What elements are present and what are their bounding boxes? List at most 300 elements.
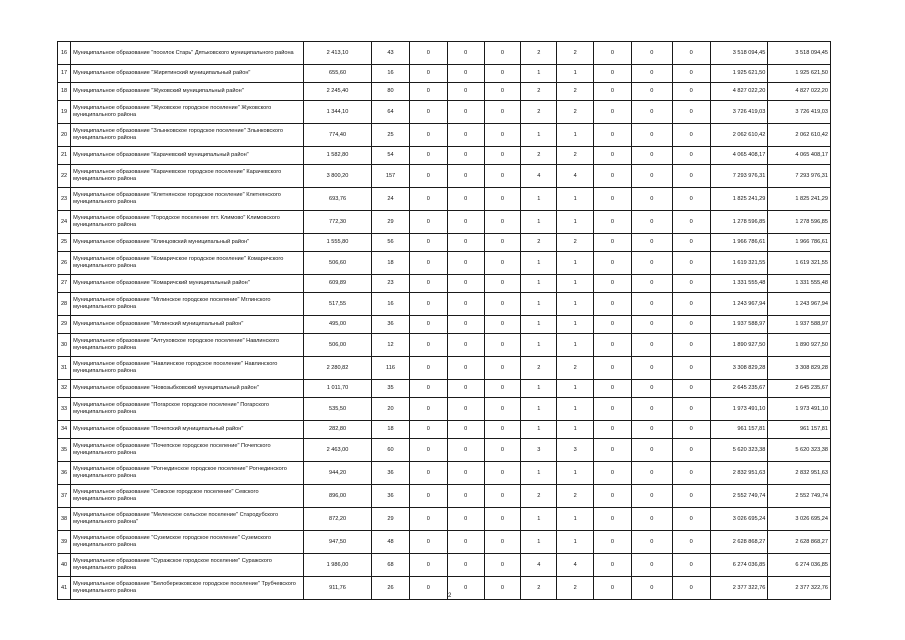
- col-value: 1: [557, 188, 593, 211]
- municipality-name: Муниципальное образование "Навлинское городское поселение" Навлинского муниципального района: [71, 357, 304, 380]
- area-value: 517,55: [304, 293, 372, 316]
- row-number: 36: [58, 462, 71, 485]
- col-value: 0: [672, 577, 710, 600]
- col-value: 0: [410, 531, 447, 554]
- col-value: 0: [484, 293, 520, 316]
- col-value: 0: [484, 485, 520, 508]
- col-value: 0: [672, 147, 710, 165]
- col-value: 0: [672, 188, 710, 211]
- col-value: 0: [593, 252, 631, 275]
- col-value: 1: [521, 316, 557, 334]
- amount-total-value: 1 619 321,55: [768, 252, 831, 275]
- amount-total-value: 3 026 695,24: [768, 508, 831, 531]
- col-value: 0: [593, 188, 631, 211]
- col-value: 0: [410, 275, 447, 293]
- table-row: [58, 485, 831, 508]
- col-value: 1: [557, 508, 593, 531]
- col-value: 0: [447, 334, 484, 357]
- municipality-name: Муниципальное образование "Севское городское поселение" Севского муниципального района: [71, 485, 304, 508]
- area-value: 872,20: [304, 508, 372, 531]
- col-value: 0: [447, 252, 484, 275]
- col-value: 0: [447, 42, 484, 65]
- area-value: 2 413,10: [304, 42, 372, 65]
- amount-total-value: 1 966 786,61: [768, 234, 831, 252]
- amount-value: 4 827 022,20: [710, 83, 768, 101]
- row-number: 22: [58, 165, 71, 188]
- area-value: 1 582,80: [304, 147, 372, 165]
- col-value: 0: [632, 531, 672, 554]
- row-number: 23: [58, 188, 71, 211]
- col-value: 0: [484, 275, 520, 293]
- area-value: 655,60: [304, 65, 372, 83]
- municipality-name: Муниципальное образование "Суземское городское поселение" Суземского муниципального района: [71, 531, 304, 554]
- count-value: 116: [371, 357, 409, 380]
- count-value: 54: [371, 147, 409, 165]
- municipality-name: Муниципальное образование "Белоберезковское городское поселение" Трубчевского муниципального района: [71, 577, 304, 600]
- col-value: 0: [632, 42, 672, 65]
- amount-value: 1 331 555,48: [710, 275, 768, 293]
- col-value: 0: [410, 101, 447, 124]
- col-value: 0: [593, 42, 631, 65]
- table-row: [58, 42, 831, 65]
- col-value: 2: [521, 101, 557, 124]
- col-value: 0: [484, 357, 520, 380]
- col-value: 0: [484, 124, 520, 147]
- area-value: 911,76: [304, 577, 372, 600]
- data-table: [57, 41, 831, 600]
- col-value: 0: [484, 316, 520, 334]
- col-value: 0: [632, 334, 672, 357]
- area-value: 535,50: [304, 398, 372, 421]
- count-value: 12: [371, 334, 409, 357]
- row-number: 33: [58, 398, 71, 421]
- col-value: 0: [447, 577, 484, 600]
- col-value: 0: [447, 485, 484, 508]
- municipality-name: Муниципальное образование "Суражское городское поселение" Суражского муниципального района: [71, 554, 304, 577]
- amount-total-value: 4 827 022,20: [768, 83, 831, 101]
- count-value: 18: [371, 421, 409, 439]
- amount-value: 2 645 235,67: [710, 380, 768, 398]
- col-value: 1: [521, 188, 557, 211]
- col-value: 0: [593, 211, 631, 234]
- col-value: 0: [632, 147, 672, 165]
- count-value: 29: [371, 508, 409, 531]
- amount-value: 2 377 322,76: [710, 577, 768, 600]
- row-number: 40: [58, 554, 71, 577]
- col-value: 2: [521, 147, 557, 165]
- col-value: 2: [557, 234, 593, 252]
- table-row: [58, 554, 831, 577]
- amount-total-value: 5 620 323,38: [768, 439, 831, 462]
- col-value: 0: [672, 124, 710, 147]
- col-value: 2: [557, 147, 593, 165]
- row-number: 41: [58, 577, 71, 600]
- col-value: 0: [672, 211, 710, 234]
- col-value: 0: [447, 65, 484, 83]
- col-value: 0: [593, 380, 631, 398]
- col-value: 0: [447, 421, 484, 439]
- area-value: 1 344,10: [304, 101, 372, 124]
- amount-value: 2 832 951,63: [710, 462, 768, 485]
- col-value: 0: [632, 101, 672, 124]
- col-value: 2: [521, 234, 557, 252]
- municipality-name: Муниципальное образование "Меленское сельское поселение" Стародубского муниципального района": [71, 508, 304, 531]
- municipality-name: Муниципальное образование "поселок Старь" Дятьковского муниципального района: [71, 42, 304, 65]
- table-row: [58, 165, 831, 188]
- col-value: 0: [447, 398, 484, 421]
- col-value: 1: [557, 462, 593, 485]
- amount-value: 4 065 408,17: [710, 147, 768, 165]
- count-value: 60: [371, 439, 409, 462]
- table-row: [58, 357, 831, 380]
- row-number: 16: [58, 42, 71, 65]
- col-value: 4: [521, 554, 557, 577]
- row-number: 32: [58, 380, 71, 398]
- municipality-name: Муниципальное образование "Карачевское городское поселение" Карачевского муниципального района: [71, 165, 304, 188]
- row-number: 24: [58, 211, 71, 234]
- col-value: 0: [484, 577, 520, 600]
- col-value: 0: [447, 165, 484, 188]
- municipality-name: Муниципальное образование "Рогнединское городское поселение" Рогнединского муниципального района: [71, 462, 304, 485]
- count-value: 36: [371, 485, 409, 508]
- col-value: 0: [672, 252, 710, 275]
- col-value: 0: [593, 293, 631, 316]
- table-row: [58, 316, 831, 334]
- col-value: 0: [672, 65, 710, 83]
- col-value: 1: [521, 211, 557, 234]
- col-value: 0: [410, 462, 447, 485]
- col-value: 0: [593, 577, 631, 600]
- amount-value: 1 973 491,10: [710, 398, 768, 421]
- col-value: 0: [593, 334, 631, 357]
- col-value: 0: [484, 101, 520, 124]
- count-value: 23: [371, 275, 409, 293]
- amount-value: 1 937 588,97: [710, 316, 768, 334]
- col-value: 0: [672, 398, 710, 421]
- municipality-name: Муниципальное образование "Комаричское городское поселение" Комаричского муниципального района: [71, 252, 304, 275]
- area-value: 944,20: [304, 462, 372, 485]
- col-value: 0: [410, 316, 447, 334]
- row-number: 37: [58, 485, 71, 508]
- col-value: 0: [672, 165, 710, 188]
- table-row: [58, 101, 831, 124]
- col-value: 0: [672, 380, 710, 398]
- col-value: 0: [593, 485, 631, 508]
- amount-value: 5 620 323,38: [710, 439, 768, 462]
- col-value: 2: [557, 577, 593, 600]
- col-value: 1: [557, 293, 593, 316]
- col-value: 0: [632, 124, 672, 147]
- count-value: 26: [371, 577, 409, 600]
- area-value: 947,50: [304, 531, 372, 554]
- amount-total-value: 2 377 322,76: [768, 577, 831, 600]
- row-number: 27: [58, 275, 71, 293]
- col-value: 1: [557, 275, 593, 293]
- col-value: 0: [593, 554, 631, 577]
- col-value: 0: [410, 577, 447, 600]
- row-number: 21: [58, 147, 71, 165]
- area-value: 609,89: [304, 275, 372, 293]
- col-value: 0: [632, 554, 672, 577]
- col-value: 2: [521, 577, 557, 600]
- amount-total-value: 4 065 408,17: [768, 147, 831, 165]
- col-value: 1: [521, 65, 557, 83]
- col-value: 0: [632, 165, 672, 188]
- col-value: 0: [447, 293, 484, 316]
- count-value: 157: [371, 165, 409, 188]
- area-value: 3 800,20: [304, 165, 372, 188]
- col-value: 0: [410, 252, 447, 275]
- col-value: 1: [521, 275, 557, 293]
- amount-total-value: 2 062 610,42: [768, 124, 831, 147]
- col-value: 2: [521, 42, 557, 65]
- municipality-name: Муниципальное образование "Жирятинский муниципальный район": [71, 65, 304, 83]
- row-number: 34: [58, 421, 71, 439]
- area-value: 2 463,00: [304, 439, 372, 462]
- col-value: 0: [672, 293, 710, 316]
- amount-value: 1 243 967,94: [710, 293, 768, 316]
- amount-total-value: 1 243 967,94: [768, 293, 831, 316]
- col-value: 1: [557, 421, 593, 439]
- col-value: 0: [593, 83, 631, 101]
- area-value: 495,00: [304, 316, 372, 334]
- amount-total-value: 1 973 491,10: [768, 398, 831, 421]
- table-row: [58, 398, 831, 421]
- count-value: 56: [371, 234, 409, 252]
- col-value: 0: [410, 42, 447, 65]
- col-value: 0: [484, 252, 520, 275]
- col-value: 1: [521, 380, 557, 398]
- col-value: 0: [593, 124, 631, 147]
- col-value: 3: [557, 439, 593, 462]
- municipality-name: Муниципальное образование "Жуковское городское поселение" Жуковского муниципального района: [71, 101, 304, 124]
- col-value: 0: [593, 101, 631, 124]
- col-value: 0: [632, 65, 672, 83]
- col-value: 0: [672, 234, 710, 252]
- col-value: 0: [447, 380, 484, 398]
- col-value: 0: [632, 439, 672, 462]
- col-value: 0: [672, 275, 710, 293]
- amount-total-value: 2 645 235,67: [768, 380, 831, 398]
- area-value: 1 986,00: [304, 554, 372, 577]
- col-value: 1: [521, 508, 557, 531]
- count-value: 18: [371, 252, 409, 275]
- col-value: 0: [593, 234, 631, 252]
- col-value: 0: [484, 380, 520, 398]
- municipality-name: Муниципальное образование "Городское поселение пгт. Климово" Климовского муниципального района: [71, 211, 304, 234]
- row-number: 31: [58, 357, 71, 380]
- table-row: [58, 234, 831, 252]
- col-value: 0: [410, 234, 447, 252]
- municipality-name: Муниципальное образование "Злынковское городское поселение" Злынковского муниципального района: [71, 124, 304, 147]
- col-value: 0: [484, 554, 520, 577]
- col-value: 0: [672, 531, 710, 554]
- row-number: 19: [58, 101, 71, 124]
- col-value: 0: [447, 275, 484, 293]
- amount-value: 961 157,81: [710, 421, 768, 439]
- col-value: 0: [447, 147, 484, 165]
- table-row: [58, 439, 831, 462]
- municipality-name: Муниципальное образование "Мглинский муниципальный район": [71, 316, 304, 334]
- col-value: 2: [557, 357, 593, 380]
- col-value: 0: [593, 462, 631, 485]
- table-row: [58, 531, 831, 554]
- amount-value: 6 274 036,85: [710, 554, 768, 577]
- col-value: 0: [484, 334, 520, 357]
- row-number: 35: [58, 439, 71, 462]
- col-value: 0: [632, 508, 672, 531]
- col-value: 0: [632, 485, 672, 508]
- col-value: 0: [672, 508, 710, 531]
- col-value: 0: [410, 83, 447, 101]
- col-value: 0: [410, 421, 447, 439]
- area-value: 282,80: [304, 421, 372, 439]
- amount-total-value: 961 157,81: [768, 421, 831, 439]
- amount-total-value: 3 726 419,03: [768, 101, 831, 124]
- row-number: 39: [58, 531, 71, 554]
- table-row: [58, 508, 831, 531]
- col-value: 0: [593, 275, 631, 293]
- col-value: 0: [410, 554, 447, 577]
- municipality-name: Муниципальное образование "Почепский муниципальный район": [71, 421, 304, 439]
- table-row: [58, 147, 831, 165]
- amount-total-value: 3 308 829,28: [768, 357, 831, 380]
- area-value: 1 555,80: [304, 234, 372, 252]
- col-value: 0: [484, 165, 520, 188]
- col-value: 0: [410, 188, 447, 211]
- table-row: [58, 252, 831, 275]
- amount-total-value: 3 518 094,45: [768, 42, 831, 65]
- col-value: 1: [521, 293, 557, 316]
- col-value: 1: [521, 421, 557, 439]
- col-value: 0: [593, 165, 631, 188]
- col-value: 0: [484, 234, 520, 252]
- col-value: 1: [557, 380, 593, 398]
- row-number: 28: [58, 293, 71, 316]
- area-value: 1 011,70: [304, 380, 372, 398]
- col-value: 0: [672, 316, 710, 334]
- col-value: 0: [410, 398, 447, 421]
- count-value: 20: [371, 398, 409, 421]
- count-value: 80: [371, 83, 409, 101]
- col-value: 0: [447, 508, 484, 531]
- col-value: 0: [447, 554, 484, 577]
- amount-value: 2 552 749,74: [710, 485, 768, 508]
- col-value: 0: [484, 83, 520, 101]
- col-value: 0: [593, 439, 631, 462]
- amount-total-value: 1 937 588,97: [768, 316, 831, 334]
- amount-value: 1 890 927,50: [710, 334, 768, 357]
- table-row: [58, 211, 831, 234]
- col-value: 0: [484, 42, 520, 65]
- municipality-name: Муниципальное образование "Жуковский муниципальный район": [71, 83, 304, 101]
- col-value: 0: [447, 124, 484, 147]
- row-number: 38: [58, 508, 71, 531]
- col-value: 0: [672, 439, 710, 462]
- col-value: 0: [484, 211, 520, 234]
- col-value: 4: [521, 165, 557, 188]
- col-value: 0: [593, 508, 631, 531]
- col-value: 2: [521, 485, 557, 508]
- col-value: 0: [632, 357, 672, 380]
- col-value: 0: [593, 147, 631, 165]
- col-value: 0: [672, 42, 710, 65]
- col-value: 1: [521, 462, 557, 485]
- count-value: 16: [371, 293, 409, 316]
- row-number: 18: [58, 83, 71, 101]
- count-value: 64: [371, 101, 409, 124]
- col-value: 0: [632, 462, 672, 485]
- area-value: 2 245,40: [304, 83, 372, 101]
- col-value: 0: [410, 508, 447, 531]
- municipality-name: Муниципальное образование "Почепское городское поселение" Почепского муниципального района: [71, 439, 304, 462]
- col-value: 0: [593, 421, 631, 439]
- col-value: 0: [447, 83, 484, 101]
- col-value: 0: [632, 234, 672, 252]
- amount-total-value: 6 274 036,85: [768, 554, 831, 577]
- col-value: 0: [410, 380, 447, 398]
- col-value: 0: [632, 211, 672, 234]
- col-value: 0: [410, 485, 447, 508]
- col-value: 1: [557, 334, 593, 357]
- count-value: 48: [371, 531, 409, 554]
- col-value: 0: [410, 165, 447, 188]
- table-row: [58, 293, 831, 316]
- col-value: 0: [672, 462, 710, 485]
- amount-total-value: 2 832 951,63: [768, 462, 831, 485]
- col-value: 1: [521, 124, 557, 147]
- table-row: [58, 124, 831, 147]
- col-value: 0: [410, 293, 447, 316]
- col-value: 0: [632, 83, 672, 101]
- amount-value: 1 278 596,85: [710, 211, 768, 234]
- col-value: 2: [557, 42, 593, 65]
- col-value: 0: [632, 188, 672, 211]
- col-value: 1: [521, 398, 557, 421]
- col-value: 0: [672, 485, 710, 508]
- col-value: 0: [447, 531, 484, 554]
- col-value: 0: [447, 101, 484, 124]
- col-value: 0: [484, 508, 520, 531]
- col-value: 0: [632, 316, 672, 334]
- page-number: 2: [448, 593, 452, 599]
- col-value: 3: [521, 439, 557, 462]
- count-value: 35: [371, 380, 409, 398]
- col-value: 1: [557, 316, 593, 334]
- municipality-name: Муниципальное образование "Алтуховское городское поселение" Навлинского муниципального района: [71, 334, 304, 357]
- row-number: 25: [58, 234, 71, 252]
- col-value: 0: [447, 316, 484, 334]
- area-value: 693,76: [304, 188, 372, 211]
- count-value: 29: [371, 211, 409, 234]
- col-value: 0: [410, 124, 447, 147]
- amount-total-value: 1 925 621,50: [768, 65, 831, 83]
- table-row: [58, 83, 831, 101]
- table-body: [58, 42, 831, 600]
- col-value: 1: [557, 252, 593, 275]
- col-value: 0: [672, 554, 710, 577]
- municipality-name: Муниципальное образование "Клетнянское городское поселение" Клетнянского муниципального района: [71, 188, 304, 211]
- col-value: 1: [521, 531, 557, 554]
- municipality-name: Муниципальное образование "Новозыбковский муниципальный район": [71, 380, 304, 398]
- col-value: 0: [410, 147, 447, 165]
- row-number: 26: [58, 252, 71, 275]
- col-value: 0: [484, 462, 520, 485]
- col-value: 0: [484, 531, 520, 554]
- col-value: 0: [672, 357, 710, 380]
- col-value: 0: [672, 101, 710, 124]
- col-value: 1: [521, 334, 557, 357]
